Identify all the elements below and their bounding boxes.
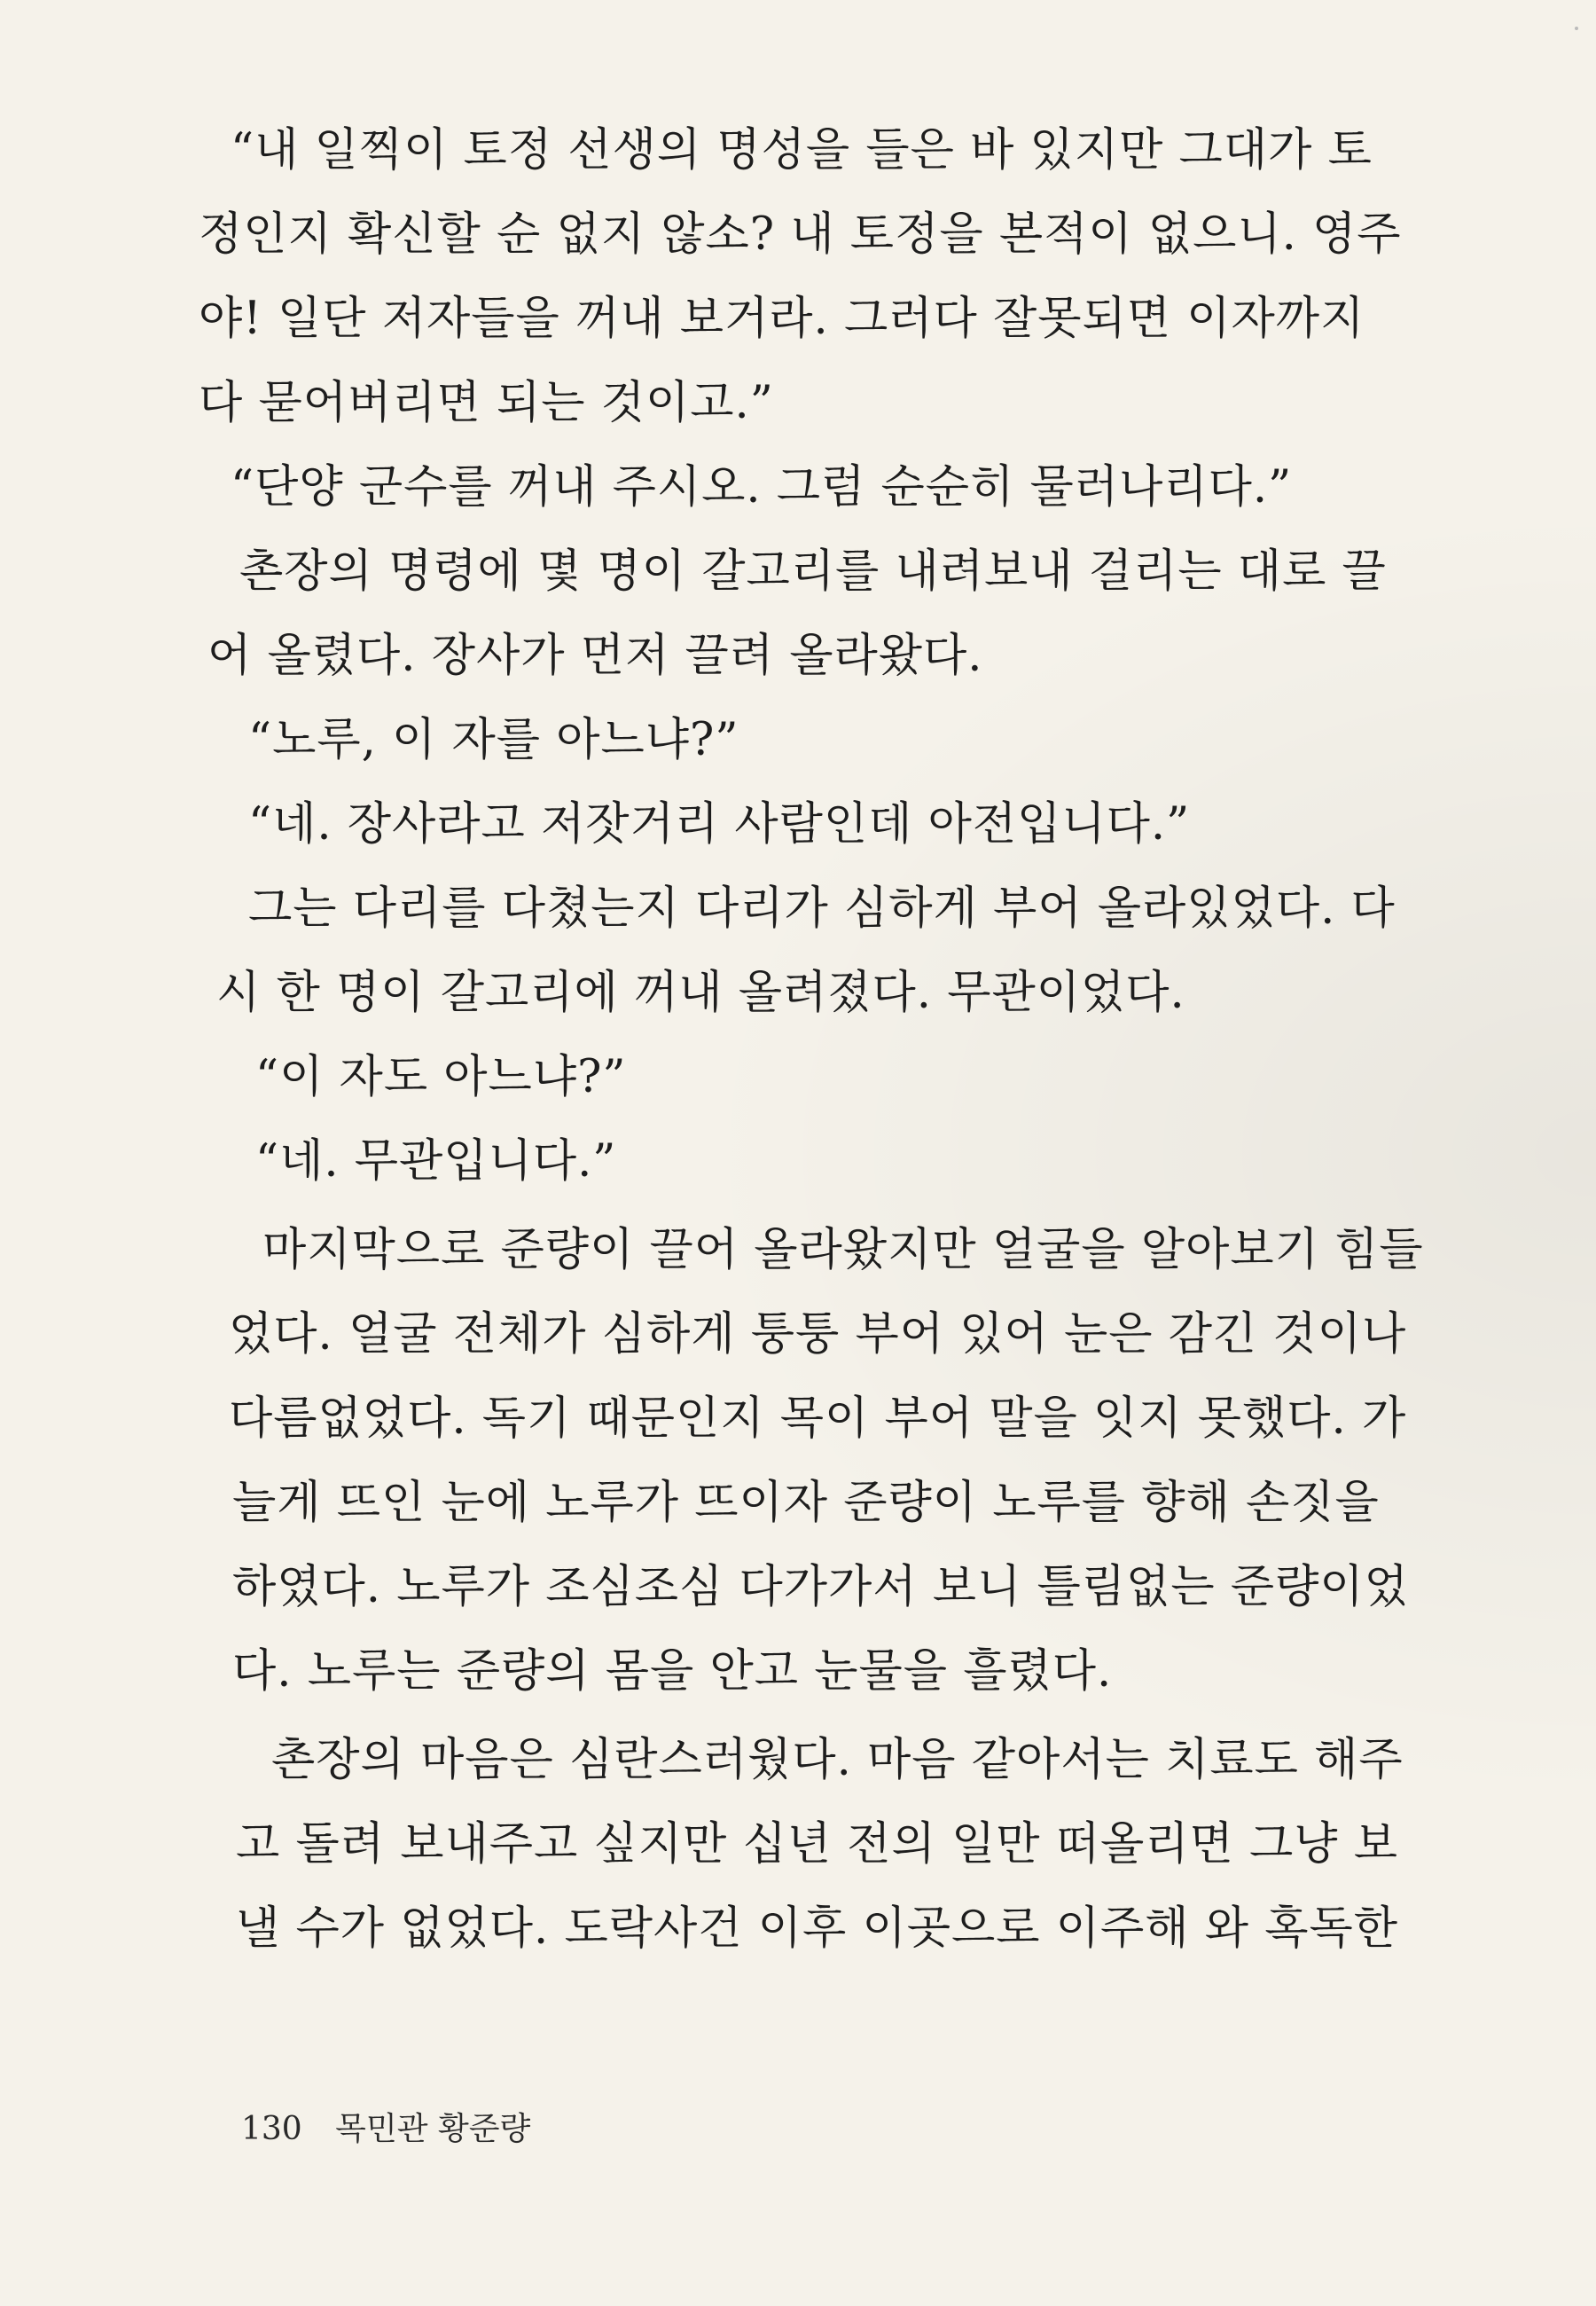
- text-line: 늘게 뜨인 눈에 노루가 뜨이자 준량이 노루를 향해 손짓을: [232, 1477, 1380, 1529]
- text-line: 다름없었다. 독기 때문인지 목이 부어 말을 잇지 못했다. 가: [229, 1392, 1407, 1445]
- text-line: “네. 장사라고 저잣거리 사람인데 아전입니다.”: [248, 798, 1191, 851]
- page-edge-mark: [1575, 27, 1578, 30]
- text-line: 다. 노루는 준량의 몸을 안고 눈물을 흘렸다.: [232, 1645, 1113, 1698]
- text-line: “내 일찍이 토정 선생의 명성을 들은 바 있지만 그대가 토: [231, 124, 1373, 176]
- text-line: “이 자도 아느냐?”: [255, 1051, 627, 1103]
- text-line: 고 돌려 보내주고 싶지만 십년 전의 일만 떠올리면 그냥 보: [236, 1818, 1399, 1871]
- text-line: 그는 다리를 다쳤는지 다리가 심하게 부어 올라있었다. 다: [248, 882, 1396, 935]
- text-line: “단양 군수를 꺼내 주시오. 그럼 순순히 물러나리다.”: [231, 461, 1293, 514]
- text-line: “노루, 이 자를 아느냐?”: [248, 714, 739, 766]
- text-line: 었다. 얼굴 전체가 심하게 퉁퉁 부어 있어 눈은 감긴 것이나: [229, 1308, 1407, 1361]
- text-line: 촌장의 마음은 심란스러웠다. 마음 같아서는 치료도 해주: [271, 1734, 1404, 1786]
- page-footer: [241, 2104, 530, 2149]
- text-line: 촌장의 명령에 몇 명이 갈고리를 내려보내 걸리는 대로 끌: [239, 545, 1387, 598]
- text-line: 야! 일단 저자들을 꺼내 보거라. 그러다 잘못되면 이자까지: [199, 293, 1365, 345]
- text-line: “네. 무관입니다.”: [255, 1135, 617, 1188]
- book-title: 목민관 황준량: [335, 2111, 531, 2147]
- text-line: 시 한 명이 갈고리에 꺼내 올려졌다. 무관이었다.: [216, 967, 1185, 1019]
- text-line: 다 묻어버리면 되는 것이고.”: [199, 377, 774, 429]
- text-line: 하였다. 노루가 조심조심 다가가서 보니 틀림없는 준량이었: [232, 1561, 1409, 1613]
- text-line: 정인지 확신할 순 없지 않소? 내 토정을 본적이 없으니. 영주: [199, 208, 1402, 261]
- text-line: 마지막으로 준량이 끌어 올라왔지만 얼굴을 알아보기 힘들: [262, 1224, 1424, 1276]
- page-number: 130: [241, 2111, 302, 2147]
- text-line: 낼 수가 없었다. 도락사건 이후 이곳으로 이주해 와 혹독한: [236, 1902, 1399, 1955]
- text-line: 어 올렸다. 장사가 먼저 끌려 올라왔다.: [207, 630, 983, 682]
